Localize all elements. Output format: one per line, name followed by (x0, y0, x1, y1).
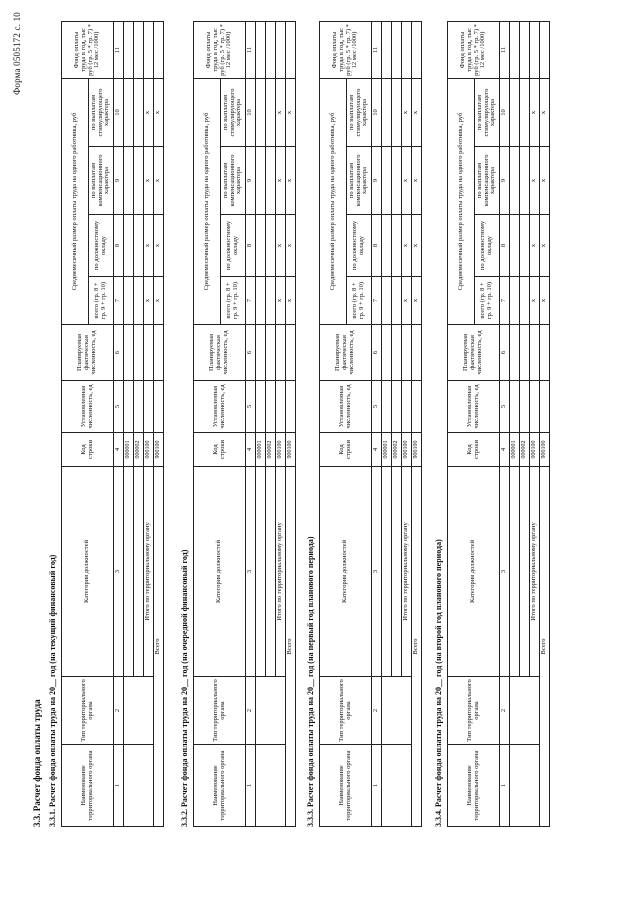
column-number: 1 (246, 745, 256, 827)
line-code: 900100 (540, 433, 550, 467)
x-mark: x (402, 147, 412, 215)
avg-incentive-cell[interactable] (382, 78, 392, 146)
x-mark: x (540, 78, 550, 146)
planned-headcount-cell[interactable] (286, 325, 296, 381)
avg-total-cell[interactable] (266, 277, 276, 325)
wage-fund-table (447, 21, 550, 827)
established-headcount-cell[interactable] (510, 381, 520, 433)
header-total: всего (гр. 8 + гр. 9 + гр. 10) (221, 277, 246, 325)
wage-fund-table (61, 21, 164, 827)
header-planned-headcount: Планируемая фактическая численность, ед (62, 325, 114, 381)
table-row (382, 21, 392, 826)
header-planned-headcount: Планируемая фактическая численность, ед (448, 325, 500, 381)
total-row (412, 21, 422, 826)
header-territorial-body-name: Наименование территориального органа (194, 745, 246, 827)
header-incentive: по выплатам стимулирующего характера (347, 78, 372, 146)
column-number-row (372, 21, 382, 826)
total-label: Всего (286, 467, 296, 827)
position-category-cell[interactable] (134, 467, 144, 677)
x-mark: x (540, 147, 550, 215)
header-planned-headcount: Планируемая фактическая численность, ед (194, 325, 246, 381)
avg-compensation-cell[interactable] (392, 147, 402, 215)
line-code: 000002 (392, 433, 402, 467)
header-row (320, 21, 347, 826)
table-row (510, 21, 520, 826)
column-number: 3 (500, 467, 510, 677)
block-title: 3.3.3. Расчет фонда оплаты труда на 20__ год (на первый год планового периода) (306, 536, 315, 827)
subtotal-label: Итого по территориальному органу (530, 467, 540, 677)
header-average-pay-group: Среднемесячный размер оплаты труда на одного работника, руб (62, 78, 89, 324)
column-number: 10 (246, 78, 256, 146)
avg-total-cell[interactable] (520, 277, 530, 325)
x-mark: x (144, 147, 154, 215)
block-title: 3.3.1. Расчет фонда оплаты труда на 20__ год (на текущий финансовый год) (48, 554, 57, 827)
header-established-headcount: Установленная численность, ед (320, 381, 372, 433)
line-code: 000100 (402, 433, 412, 467)
annual-fund-cell[interactable] (392, 21, 402, 78)
annual-fund-cell[interactable] (144, 21, 154, 78)
planned-headcount-cell[interactable] (154, 325, 164, 381)
column-number: 4 (500, 433, 510, 467)
x-mark: x (154, 215, 164, 277)
column-number: 1 (500, 745, 510, 827)
header-line-code: Код строки (62, 433, 114, 467)
wage-fund-block-1 (48, 22, 164, 827)
header-annual-wage-fund: Фонд оплаты труда в год, тыс руб (гр. 5 * гр. 7) * 12 мес /1000) (194, 21, 246, 78)
header-annual-wage-fund: Фонд оплаты труда в год, тыс руб (гр. 5 * гр. 7) * 12 мес /1000) (62, 21, 114, 78)
column-number: 5 (500, 381, 510, 433)
wage-fund-block-4 (434, 22, 550, 827)
territorial-body-name-cell[interactable] (124, 745, 154, 827)
header-salary: по должностному окладу (347, 215, 372, 277)
header-position-category: Категория должностей (320, 467, 372, 677)
header-average-pay-group: Среднемесячный размер оплаты труда на одного работника, руб (320, 78, 347, 324)
main-heading: 3.3. Расчет фонда оплаты труда (32, 699, 42, 827)
planned-headcount-cell[interactable] (124, 325, 134, 381)
header-line-code: Код строки (448, 433, 500, 467)
x-mark: x (144, 277, 154, 325)
form-reference: Форма 0505172 с. 10 (12, 12, 22, 95)
established-headcount-cell[interactable] (382, 381, 392, 433)
header-salary: по должностному окладу (475, 215, 500, 277)
established-headcount-cell[interactable] (256, 381, 266, 433)
header-incentive: по выплатам стимулирующего характера (89, 78, 114, 146)
x-mark: x (412, 147, 422, 215)
territorial-body-type-cell[interactable] (382, 677, 412, 745)
avg-total-cell[interactable] (124, 277, 134, 325)
planned-headcount-cell[interactable] (382, 325, 392, 381)
column-number-row (114, 21, 124, 826)
line-code: 000002 (266, 433, 276, 467)
column-number: 10 (372, 78, 382, 146)
territorial-body-type-cell[interactable] (510, 677, 540, 745)
x-mark: x (144, 215, 154, 277)
total-label: Всего (154, 467, 164, 827)
x-mark: x (412, 277, 422, 325)
avg-salary-cell[interactable] (266, 215, 276, 277)
line-code: 000001 (124, 433, 134, 467)
avg-incentive-cell[interactable] (266, 78, 276, 146)
avg-compensation-cell[interactable] (124, 147, 134, 215)
annual-fund-cell[interactable] (276, 21, 286, 78)
territorial-body-name-cell[interactable] (382, 745, 412, 827)
position-category-cell[interactable] (392, 467, 402, 677)
annual-fund-cell[interactable] (154, 21, 164, 78)
column-number: 2 (246, 677, 256, 745)
x-mark: x (154, 147, 164, 215)
position-category-cell[interactable] (256, 467, 266, 677)
header-compensation: по выплатам компенсационного характера (475, 147, 500, 215)
table-row (124, 21, 134, 826)
line-code: 000001 (510, 433, 520, 467)
total-row (540, 21, 550, 826)
header-territorial-body-name: Наименование территориального органа (62, 745, 114, 827)
header-row (448, 21, 475, 826)
column-number: 9 (114, 147, 124, 215)
avg-incentive-cell[interactable] (392, 78, 402, 146)
planned-headcount-cell[interactable] (392, 325, 402, 381)
header-position-category: Категория должностей (194, 467, 246, 677)
column-number: 3 (372, 467, 382, 677)
planned-headcount-cell[interactable] (510, 325, 520, 381)
x-mark: x (540, 215, 550, 277)
avg-salary-cell[interactable] (510, 215, 520, 277)
annual-fund-cell[interactable] (530, 21, 540, 78)
avg-compensation-cell[interactable] (134, 147, 144, 215)
column-number: 9 (246, 147, 256, 215)
header-territorial-body-type: Тип территориального органа (320, 677, 372, 745)
column-number: 8 (114, 215, 124, 277)
avg-incentive-cell[interactable] (520, 78, 530, 146)
line-code: 000100 (144, 433, 154, 467)
avg-total-cell[interactable] (510, 277, 520, 325)
column-number: 2 (500, 677, 510, 745)
x-mark: x (154, 78, 164, 146)
wage-fund-block-2 (180, 22, 296, 827)
header-total: всего (гр. 8 + гр. 9 + гр. 10) (475, 277, 500, 325)
x-mark: x (144, 78, 154, 146)
avg-salary-cell[interactable] (256, 215, 266, 277)
x-mark: x (286, 147, 296, 215)
header-established-headcount: Установленная численность, ед (448, 381, 500, 433)
established-headcount-cell[interactable] (266, 381, 276, 433)
header-salary: по должностному окладу (221, 215, 246, 277)
annual-fund-cell[interactable] (266, 21, 276, 78)
column-number: 1 (372, 745, 382, 827)
total-label: Всего (412, 467, 422, 827)
column-number: 6 (372, 325, 382, 381)
header-incentive: по выплатам стимулирующего характера (221, 78, 246, 146)
header-position-category: Категория должностей (448, 467, 500, 677)
avg-compensation-cell[interactable] (256, 147, 266, 215)
column-number: 8 (246, 215, 256, 277)
block-title: 3.3.2. Расчет фонда оплаты труда на 20__ год (на очередной финансовый год) (180, 549, 189, 827)
x-mark: x (540, 277, 550, 325)
column-number: 10 (114, 78, 124, 146)
column-number: 11 (372, 21, 382, 78)
header-annual-wage-fund: Фонд оплаты труда в год, тыс руб (гр. 5 * гр. 7) * 12 мес /1000) (320, 21, 372, 78)
established-headcount-cell[interactable] (144, 381, 154, 433)
wage-fund-block-3 (306, 22, 422, 827)
annual-fund-cell[interactable] (134, 21, 144, 78)
header-established-headcount: Установленная численность, ед (62, 381, 114, 433)
line-code: 000100 (276, 433, 286, 467)
position-category-cell[interactable] (266, 467, 276, 677)
subtotal-label: Итого по территориальному органу (402, 467, 412, 677)
column-number: 8 (372, 215, 382, 277)
header-total: всего (гр. 8 + гр. 9 + гр. 10) (347, 277, 372, 325)
column-number: 8 (500, 215, 510, 277)
avg-salary-cell[interactable] (134, 215, 144, 277)
established-headcount-cell[interactable] (392, 381, 402, 433)
header-compensation: по выплатам компенсационного характера (89, 147, 114, 215)
header-territorial-body-type: Тип территориального органа (448, 677, 500, 745)
total-row (154, 21, 164, 826)
avg-total-cell[interactable] (256, 277, 266, 325)
avg-total-cell[interactable] (382, 277, 392, 325)
planned-headcount-cell[interactable] (256, 325, 266, 381)
line-code: 900100 (154, 433, 164, 467)
column-number: 4 (114, 433, 124, 467)
avg-total-cell[interactable] (134, 277, 144, 325)
x-mark: x (276, 147, 286, 215)
established-headcount-cell[interactable] (124, 381, 134, 433)
column-number: 5 (246, 381, 256, 433)
annual-fund-cell[interactable] (124, 21, 134, 78)
column-number: 7 (114, 277, 124, 325)
established-headcount-cell[interactable] (286, 381, 296, 433)
avg-incentive-cell[interactable] (124, 78, 134, 146)
line-code: 900100 (286, 433, 296, 467)
established-headcount-cell[interactable] (276, 381, 286, 433)
annual-fund-cell[interactable] (382, 21, 392, 78)
x-mark: x (154, 277, 164, 325)
established-headcount-cell[interactable] (134, 381, 144, 433)
column-number: 10 (500, 78, 510, 146)
column-number: 4 (246, 433, 256, 467)
planned-headcount-cell[interactable] (402, 325, 412, 381)
position-category-cell[interactable] (520, 467, 530, 677)
avg-total-cell[interactable] (392, 277, 402, 325)
header-total: всего (гр. 8 + гр. 9 + гр. 10) (89, 277, 114, 325)
column-number: 3 (114, 467, 124, 677)
avg-compensation-cell[interactable] (510, 147, 520, 215)
header-row (194, 21, 221, 826)
x-mark: x (402, 277, 412, 325)
header-line-code: Код строки (320, 433, 372, 467)
line-code: 900100 (412, 433, 422, 467)
x-mark: x (276, 78, 286, 146)
position-category-cell[interactable] (382, 467, 392, 677)
total-row (286, 21, 296, 826)
x-mark: x (276, 215, 286, 277)
planned-headcount-cell[interactable] (144, 325, 154, 381)
avg-salary-cell[interactable] (382, 215, 392, 277)
column-number: 2 (372, 677, 382, 745)
planned-headcount-cell[interactable] (266, 325, 276, 381)
column-number: 5 (372, 381, 382, 433)
annual-fund-cell[interactable] (286, 21, 296, 78)
column-number: 9 (372, 147, 382, 215)
territorial-body-name-cell[interactable] (510, 745, 540, 827)
header-salary: по должностному окладу (89, 215, 114, 277)
line-code: 000001 (382, 433, 392, 467)
territorial-body-type-cell[interactable] (256, 677, 286, 745)
column-number: 6 (500, 325, 510, 381)
avg-incentive-cell[interactable] (134, 78, 144, 146)
header-territorial-body-name: Наименование территориального органа (320, 745, 372, 827)
column-number: 7 (246, 277, 256, 325)
column-number: 6 (114, 325, 124, 381)
planned-headcount-cell[interactable] (540, 325, 550, 381)
annual-fund-cell[interactable] (510, 21, 520, 78)
header-territorial-body-name: Наименование территориального органа (448, 745, 500, 827)
header-position-category: Категория должностей (62, 467, 114, 677)
subtotal-label: Итого по территориальному органу (144, 467, 154, 677)
line-code: 000001 (256, 433, 266, 467)
annual-fund-cell[interactable] (520, 21, 530, 78)
column-number: 11 (500, 21, 510, 78)
header-annual-wage-fund: Фонд оплаты труда в год, тыс руб (гр. 5 * гр. 7) * 12 мес /1000) (448, 21, 500, 78)
column-number: 2 (114, 677, 124, 745)
column-number-row (500, 21, 510, 826)
header-compensation: по выплатам компенсационного характера (221, 147, 246, 215)
column-number: 3 (246, 467, 256, 677)
avg-salary-cell[interactable] (520, 215, 530, 277)
established-headcount-cell[interactable] (530, 381, 540, 433)
avg-compensation-cell[interactable] (520, 147, 530, 215)
avg-salary-cell[interactable] (124, 215, 134, 277)
x-mark: x (530, 277, 540, 325)
annual-fund-cell[interactable] (540, 21, 550, 78)
column-number: 9 (500, 147, 510, 215)
column-number: 4 (372, 433, 382, 467)
x-mark: x (402, 215, 412, 277)
x-mark: x (286, 215, 296, 277)
established-headcount-cell[interactable] (520, 381, 530, 433)
block-title: 3.3.4. Расчет фонда оплаты труда на 20__ год (на второй год планового периода) (434, 539, 443, 827)
position-category-cell[interactable] (510, 467, 520, 677)
x-mark: x (530, 78, 540, 146)
total-label: Всего (540, 467, 550, 827)
column-number: 5 (114, 381, 124, 433)
annual-fund-cell[interactable] (412, 21, 422, 78)
established-headcount-cell[interactable] (154, 381, 164, 433)
avg-salary-cell[interactable] (392, 215, 402, 277)
planned-headcount-cell[interactable] (412, 325, 422, 381)
header-row (62, 21, 89, 826)
column-number: 11 (114, 21, 124, 78)
avg-incentive-cell[interactable] (510, 78, 520, 146)
column-number: 7 (372, 277, 382, 325)
line-code: 000100 (530, 433, 540, 467)
x-mark: x (412, 78, 422, 146)
x-mark: x (530, 215, 540, 277)
x-mark: x (276, 277, 286, 325)
table-row (256, 21, 266, 826)
wage-fund-table (193, 21, 296, 827)
x-mark: x (286, 78, 296, 146)
header-territorial-body-type: Тип территориального органа (194, 677, 246, 745)
avg-compensation-cell[interactable] (266, 147, 276, 215)
x-mark: x (402, 78, 412, 146)
column-number: 1 (114, 745, 124, 827)
annual-fund-cell[interactable] (402, 21, 412, 78)
header-established-headcount: Установленная численность, ед (194, 381, 246, 433)
header-planned-headcount: Планируемая фактическая численность, ед (320, 325, 372, 381)
column-number: 11 (246, 21, 256, 78)
avg-compensation-cell[interactable] (382, 147, 392, 215)
line-code: 000002 (134, 433, 144, 467)
x-mark: x (286, 277, 296, 325)
territorial-body-name-cell[interactable] (256, 745, 286, 827)
established-headcount-cell[interactable] (540, 381, 550, 433)
planned-headcount-cell[interactable] (276, 325, 286, 381)
planned-headcount-cell[interactable] (530, 325, 540, 381)
line-code: 000002 (520, 433, 530, 467)
x-mark: x (412, 215, 422, 277)
subtotal-label: Итого по территориальному органу (276, 467, 286, 677)
header-average-pay-group: Среднемесячный размер оплаты труда на одного работника, руб (448, 78, 475, 324)
wage-fund-table (319, 21, 422, 827)
header-territorial-body-type: Тип территориального органа (62, 677, 114, 745)
x-mark: x (530, 147, 540, 215)
header-compensation: по выплатам компенсационного характера (347, 147, 372, 215)
territorial-body-type-cell[interactable] (124, 677, 154, 745)
established-headcount-cell[interactable] (412, 381, 422, 433)
header-line-code: Код строки (194, 433, 246, 467)
established-headcount-cell[interactable] (402, 381, 412, 433)
column-number-row (246, 21, 256, 826)
column-number: 6 (246, 325, 256, 381)
header-average-pay-group: Среднемесячный размер оплаты труда на одного работника, руб (194, 78, 221, 324)
header-incentive: по выплатам стимулирующего характера (475, 78, 500, 146)
position-category-cell[interactable] (124, 467, 134, 677)
planned-headcount-cell[interactable] (520, 325, 530, 381)
annual-fund-cell[interactable] (256, 21, 266, 78)
planned-headcount-cell[interactable] (134, 325, 144, 381)
avg-incentive-cell[interactable] (256, 78, 266, 146)
column-number: 7 (500, 277, 510, 325)
